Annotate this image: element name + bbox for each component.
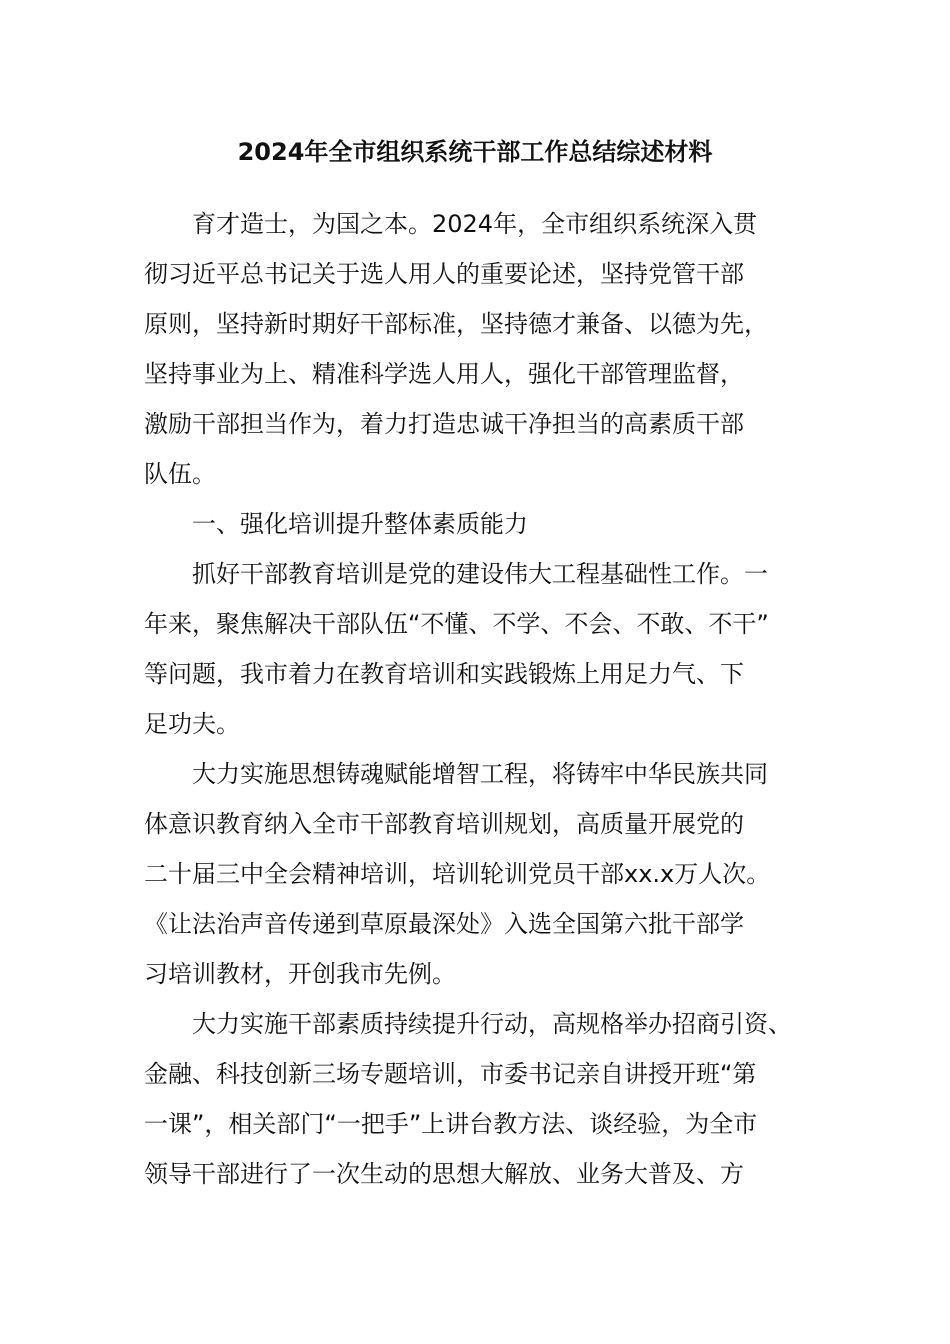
body-line: 大力实施思想铸魂赋能增智工程，将铸牢中华民族共同 <box>144 760 768 788</box>
body-line: 二十届三中全会精神培训，培训轮训党员干部xx.x万人次。 <box>144 860 771 888</box>
body-line: 彻习近平总书记关于选人用人的重要论述，坚持党管干部 <box>144 260 744 288</box>
body-line: 激励干部担当作为，着力打造忠诚干净担当的高素质干部 <box>144 410 744 438</box>
body-line: 大力实施干部素质持续提升行动，高规格举办招商引资、 <box>144 1010 792 1038</box>
body-line: 年来，聚焦解决干部队伍“不懂、不学、不会、不敢、不干” <box>144 610 769 638</box>
body-line: 坚持事业为上、精准科学选人用人，强化干部管理监督， <box>144 360 744 388</box>
body-line: 一课”，相关部门“一把手”上讲台教方法、谈经验，为全市 <box>144 1110 758 1138</box>
body-line: 《让法治声音传递到草原最深处》入选全国第六批干部学 <box>144 910 744 938</box>
body-line: 育才造士，为国之本。2024年，全市组织系统深入贯 <box>144 210 758 238</box>
body-line: 体意识教育纳入全市干部教育培训规划，高质量开展党的 <box>144 810 744 838</box>
body-line: 抓好干部教育培训是党的建设伟大工程基础性工作。一 <box>144 560 768 588</box>
body-line: 原则，坚持新时期好干部标准，坚持德才兼备、以德为先， <box>144 310 768 338</box>
body-line: 习培训教材，开创我市先例。 <box>144 960 456 988</box>
document-title: 2024年全市组织系统干部工作总结综述材料 <box>237 138 713 166</box>
body-line: 领导干部进行了一次生动的思想大解放、业务大普及、方 <box>144 1160 744 1188</box>
body-line: 等问题，我市着力在教育培训和实践锻炼上用足力气、下 <box>144 660 744 688</box>
section-heading: 一、强化培训提升整体素质能力 <box>144 510 528 538</box>
body-line: 队伍。 <box>144 460 216 488</box>
body-line: 金融、科技创新三场专题培训，市委书记亲自讲授开班“第 <box>144 1060 757 1088</box>
body-line: 足功夫。 <box>144 710 240 738</box>
